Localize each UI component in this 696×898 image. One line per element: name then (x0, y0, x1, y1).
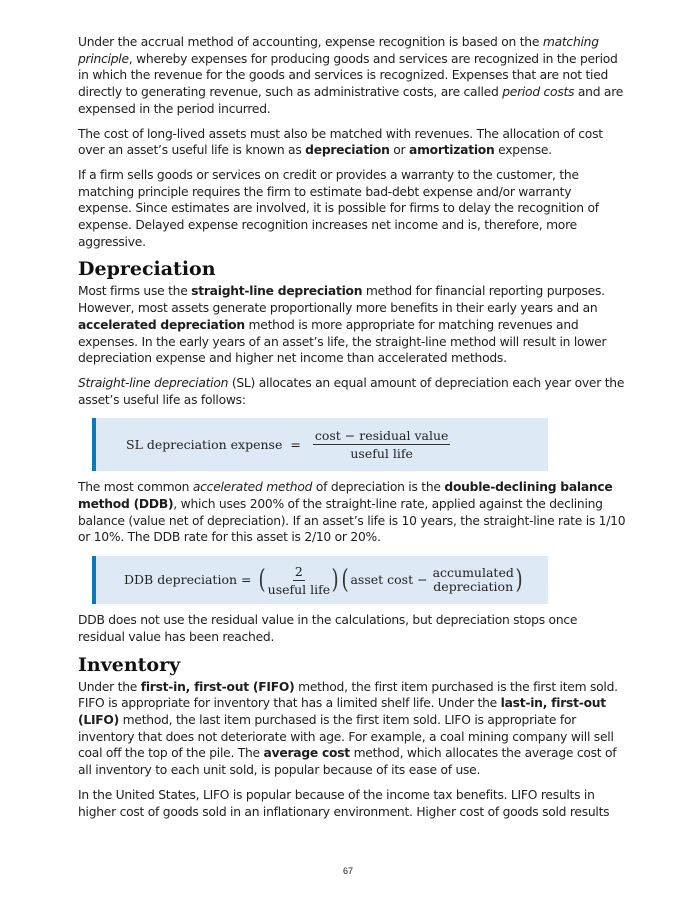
bold-term-depreciation: depreciation (305, 143, 390, 158)
bold-term-lifo: last-in, first-out (LIFO) (78, 696, 606, 727)
heading-inventory: Inventory (78, 653, 181, 676)
bold-term-amortization: amortization (409, 143, 495, 158)
text: If a firm sells goods or services on credit or provides a warranty to the customer, the matching principle requires the firm to estimate bad-debt expense and/or warranty expense. Since estimates are involved, it is possible for firms to delay the recognition of expense. Delayed expense recognition increases net income and is, therefore, more aggressive. (78, 167, 599, 249)
text: In the United States, LIFO is popular because of the income tax benefits. LIFO results in higher cost of goods sold in an inflationary environment. Higher cost of goods sold results (78, 787, 610, 819)
close-paren: ) (515, 565, 523, 596)
open-paren: ( (341, 565, 349, 596)
sl-denominator: useful life (350, 446, 413, 462)
bold-term-straight-line: straight-line depreciation (191, 284, 363, 299)
accumulated-label: accumulated (432, 565, 514, 581)
text: The most common (78, 480, 193, 495)
paragraph-inventory-methods (78, 679, 626, 779)
paragraph-ddb-definition (78, 479, 626, 546)
paragraph-long-lived-assets (78, 126, 626, 159)
sl-formula-lhs: SL depreciation expense (126, 436, 283, 452)
paragraph-ddb-residual (78, 612, 626, 645)
text: method, the first item purchased is the first item sold. FIFO is appropriate for inventory that has a limited shelf life. Under the (78, 679, 618, 711)
bold-term-accelerated: accelerated depreciation (78, 317, 245, 332)
paragraph-credit-warranty (78, 167, 626, 251)
text: The cost of long-lived assets must also be matched with revenues. The allocation of cost over an asset’s useful life is known as (78, 126, 603, 158)
bold-term-fifo: first-in, first-out (FIFO) (140, 679, 295, 694)
text: , whereby expenses for producing goods and services are recognized in the period in which the revenue for the goods and services is recognized. Expenses that are not tied directly to generating revenue, such as administrative costs, are called (78, 51, 618, 100)
text: expense. (494, 143, 552, 158)
sl-fraction (313, 428, 451, 461)
text: method is more appropriate for matching revenues and expenses. In the early years of an asset’s life, the straight-line method will result in lower depreciation expense and higher net income than accelerated methods. (78, 317, 607, 366)
text: , which uses 200% of the straight-line rate, applied against the declining balance (value net of depreciation). If an asset’s life is 10 years, the straight-line rate is 1/10 or 10%. The DDB rate for this asset is 2/10 or 20%. (78, 497, 626, 545)
text: and are expensed in the period incurred. (78, 85, 624, 116)
italic-term-period-costs: period costs (502, 85, 575, 100)
depreciation-label: depreciation (433, 579, 514, 595)
text: method, the last item purchased is the first item sold. LIFO is appropriate for inventory that does not deteriorate with age. For example, a coal mining company will sell coal off the top of the pile. The (78, 712, 614, 761)
equals-sign: = (290, 436, 301, 452)
bold-term-average-cost: average cost (263, 746, 350, 761)
text: or (389, 143, 410, 158)
text: Under the (78, 679, 141, 694)
text: method, which allocates the average cost of all inventory to each unit sold, is popular because of its ease of use. (78, 746, 617, 778)
paragraph-sl-definition (78, 375, 626, 408)
ddb-formula-box (92, 556, 548, 604)
sl-formula-box (92, 418, 548, 471)
paragraph-lifo-us (78, 787, 626, 820)
paragraph-matching-principle (78, 34, 626, 118)
text: Under the accrual method of accounting, expense recognition is based on the (78, 35, 543, 49)
ddb-formula-lhs: DDB depreciation = (124, 571, 252, 587)
heading-depreciation: Depreciation (78, 258, 216, 281)
ddb-asset-cost: asset cost − (350, 571, 428, 587)
sl-numerator: cost − residual value (314, 428, 449, 444)
text: of depreciation is the (312, 480, 445, 495)
italic-term-matching-principle: matching principle (78, 35, 599, 66)
page-number: 67 (342, 866, 353, 876)
text: (SL) allocates an equal amount of depreciation each year over the asset’s useful life as follows: (78, 375, 625, 407)
ddb-fraction (268, 564, 331, 597)
ddb-accumulated-depreciation (433, 566, 514, 594)
open-paren: ( (259, 565, 267, 596)
text: DDB does not use the residual value in the calculations, but depreciation stops once residual value has been reached. (78, 613, 578, 644)
italic-term-straight-line: Straight-line depreciation (78, 375, 229, 390)
close-paren: ) (331, 565, 339, 596)
italic-term-accelerated-method: accelerated method (192, 480, 313, 495)
paragraph-straight-line-intro (78, 283, 626, 367)
bold-term-ddb: double-declining balance method (DDB) (78, 480, 613, 512)
text: method for financial reporting purposes. However, most assets generate proportionally more benefits in their early years and an (78, 284, 605, 316)
document-page (78, 34, 626, 828)
ddb-denominator: useful life (267, 581, 331, 597)
ddb-numerator: 2 (294, 563, 303, 579)
text: Most firms use the (78, 284, 192, 299)
